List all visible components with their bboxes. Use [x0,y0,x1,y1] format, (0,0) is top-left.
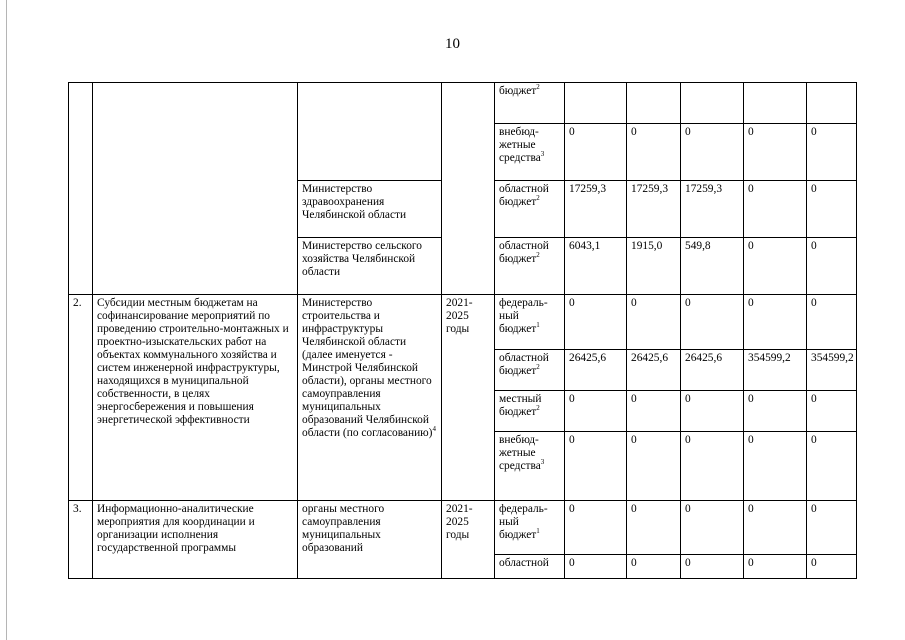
value-cell: 0 [627,124,681,181]
value-cell: 0 [681,501,744,555]
value-cell: 1915,0 [627,238,681,295]
value-cell: 0 [681,432,744,501]
value-cell [627,83,681,124]
value-cell: 354599,2 [807,350,857,391]
value-cell: 0 [744,238,807,295]
value-cell: 0 [807,391,857,432]
value-cell: 354599,2 [744,350,807,391]
funding-source-cell: областной [495,555,565,579]
value-cell: 0 [807,295,857,350]
executor-cell: Министерство сельского хозяйства Челябинской области [298,238,442,295]
value-cell: 0 [807,238,857,295]
value-cell: 0 [681,555,744,579]
number-cell: 3. [69,501,93,579]
funding-source-cell: внебюд-жетные средства$^3$ [495,124,565,181]
executor-cell: Министерство строительства и инфраструктуры Челябинской области (далее именуется - Минстрой Челябинской области), органы местного самоуправления муниципальных образований Челябинской области (по согласованию)$^4$ [298,295,442,501]
executor-cell: Министерство здравоохранения Челябинской области [298,181,442,238]
value-cell: 26425,6 [627,350,681,391]
value-cell: 0 [627,501,681,555]
value-cell: 0 [807,555,857,579]
value-cell: 0 [627,432,681,501]
value-cell: 0 [681,391,744,432]
value-cell: 0 [744,432,807,501]
activity-name-cell [93,83,298,295]
value-cell: 26425,6 [565,350,627,391]
funding-source-cell: федераль-ный бюджет$^1$ [495,501,565,555]
activity-name-cell: Информационно-аналитические мероприятия для координации и организации исполнения государственной программы [93,501,298,579]
value-cell: 0 [565,432,627,501]
funding-source-cell: местный бюджет$^2$ [495,391,565,432]
period-cell: 2021-2025 годы [442,295,495,501]
value-cell: 0 [681,124,744,181]
value-cell: 0 [807,181,857,238]
value-cell: 0 [744,555,807,579]
period-cell: 2021-2025 годы [442,501,495,579]
value-cell: 0 [565,295,627,350]
value-cell [807,83,857,124]
funding-source-cell: областной бюджет$^2$ [495,238,565,295]
number-cell: 2. [69,295,93,501]
funding-source-cell: внебюд-жетные средства$^3$ [495,432,565,501]
value-cell: 549,8 [681,238,744,295]
value-cell [565,83,627,124]
funding-source-cell: областной бюджет$^2$ [495,181,565,238]
value-cell: 0 [627,391,681,432]
funding-source-cell: бюджет$^2$ [495,83,565,124]
value-cell: 6043,1 [565,238,627,295]
value-cell: 0 [681,295,744,350]
table-row [69,83,857,124]
value-cell: 17259,3 [565,181,627,238]
value-cell: 0 [744,391,807,432]
number-cell [69,83,93,295]
value-cell: 0 [807,124,857,181]
value-cell [681,83,744,124]
value-cell: 0 [807,501,857,555]
value-cell [744,83,807,124]
value-cell: 0 [744,501,807,555]
activity-name-cell: Субсидии местным бюджетам на софинансирование мероприятий по проведению строительно-монтажных и проектно-изыскательских работ на объектах коммунального хозяйства и систем инженерной инфраструктуры, находящихся в муниципальной собственности, в целях энергосбережения и повышения энергетической эффективности [93,295,298,501]
value-cell: 0 [565,124,627,181]
funding-source-cell: федераль-ный бюджет$^1$ [495,295,565,350]
value-cell: 17259,3 [627,181,681,238]
table-row [69,501,857,555]
value-cell: 26425,6 [681,350,744,391]
program-activities-table [68,82,857,579]
value-cell: 0 [565,555,627,579]
value-cell: 17259,3 [681,181,744,238]
value-cell: 0 [627,555,681,579]
period-cell [442,83,495,295]
value-cell: 0 [627,295,681,350]
value-cell: 0 [744,124,807,181]
table-row [69,295,857,350]
value-cell: 0 [807,432,857,501]
value-cell: 0 [565,501,627,555]
executor-cell [298,83,442,181]
value-cell: 0 [744,295,807,350]
executor-cell: органы местного самоуправления муниципальных образований [298,501,442,579]
funding-source-cell: областной бюджет$^2$ [495,350,565,391]
page-number: 10 [445,36,460,52]
value-cell: 0 [565,391,627,432]
scan-edge-line [6,0,7,640]
value-cell: 0 [744,181,807,238]
